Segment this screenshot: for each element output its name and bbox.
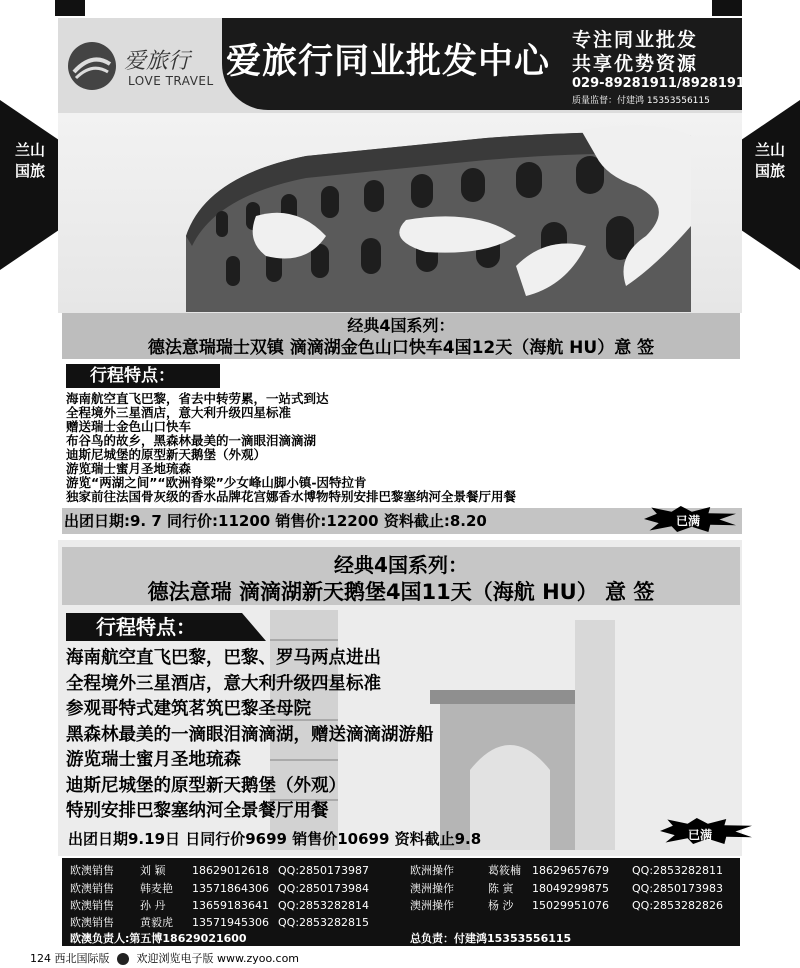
sold-out-label-1: 已满 bbox=[676, 514, 701, 528]
list-item: 游览瑞士蜜月圣地琉森 bbox=[66, 750, 241, 770]
logo-icon bbox=[68, 42, 116, 90]
clock-tower-image bbox=[575, 620, 615, 850]
contact-row: 欧澳销售 刘 颖 18629012618 QQ:2850173987 bbox=[70, 864, 370, 877]
list-item: 全程境外三星酒店，意大利升级四星标准 bbox=[66, 405, 292, 420]
page-number: 124 bbox=[30, 952, 51, 965]
list-item: 游览“两湖之间”“欧洲脊梁”少女峰山脚小镇-因特拉肯 bbox=[66, 475, 367, 490]
page-title: 爱旅行同业批发中心 bbox=[226, 42, 551, 82]
corner-mark-left bbox=[55, 0, 85, 16]
side-tab-right bbox=[740, 100, 800, 270]
arch-monument-image bbox=[430, 660, 590, 850]
section1-features-label: 行程特点： bbox=[66, 364, 220, 388]
list-item: 特别安排巴黎塞纳河全景餐厅用餐 bbox=[66, 801, 329, 821]
list-item: 海南航空直飞巴黎，巴黎、罗马两点进出 bbox=[66, 648, 381, 668]
hotline-phones: 029-89281911/89281912 bbox=[572, 76, 755, 91]
contact-row: 欧澳销售 韩麦艳 13571864306 QQ:2850173984 bbox=[70, 882, 370, 895]
slogan-line-1: 专注同业批发 bbox=[572, 29, 699, 51]
europe-australia-manager: 欧澳负责人:第五博18629021600 bbox=[70, 932, 247, 945]
section2-series: 经典4国系列： bbox=[334, 553, 468, 577]
footer-welcome: 欢迎浏览电子版 bbox=[136, 952, 214, 965]
logo-chinese: 爱旅行 bbox=[124, 49, 191, 74]
contact-row: 欧澳销售 孙 丹 13659183641 QQ:2853282814 bbox=[70, 899, 370, 912]
side-tab-left bbox=[0, 100, 60, 270]
general-manager: 总负责：付建鸿15353556115 bbox=[410, 932, 572, 945]
list-item: 赠送瑞士金色山口快车 bbox=[66, 419, 192, 434]
page-footer bbox=[30, 950, 299, 966]
list-item: 独家前往法国骨灰级的香水品牌花宫娜香水博物特别安排巴黎塞纳河全景餐厅用餐 bbox=[66, 489, 517, 504]
section2-features-list bbox=[66, 646, 434, 825]
list-item: 迪斯尼城堡的原型新天鹅堡（外观） bbox=[66, 447, 267, 462]
top-strip bbox=[0, 0, 800, 18]
section1-info-bar: 出团日期:9. 7 同行价:11200 销售价:12200 资料截止:8.20 bbox=[62, 508, 742, 534]
contact-row: 欧洲操作 葛筱楠 18629657679 QQ:2853282811 bbox=[410, 864, 724, 877]
footer-section: 西北国际版 bbox=[54, 952, 110, 965]
contact-row: 欧澳销售 黄毅虎 13571945306 QQ:2853282815 bbox=[70, 916, 370, 929]
list-item: 黑森林最美的一滴眼泪滴滴湖，赠送滴滴湖游船 bbox=[66, 724, 434, 745]
quality-supervisor: 质量监督：付建鸿 15353556115 bbox=[572, 96, 710, 106]
section2-features-label: 行程特点： bbox=[96, 615, 196, 639]
slogan-line-2: 共享优势资源 bbox=[572, 53, 699, 75]
sold-out-label-2: 已满 bbox=[688, 828, 713, 842]
footer-url[interactable]: www.zyoo.com bbox=[217, 952, 300, 965]
logo-english: LOVE TRAVEL bbox=[128, 74, 214, 88]
section2-route: 德法意瑞 滴滴湖新天鹅堡4国11天（海航 HU） 意 签 bbox=[147, 580, 655, 604]
corner-mark-right bbox=[712, 0, 742, 16]
side-tab-left-text: 兰山国旅 bbox=[14, 141, 45, 180]
list-item: 布谷鸟的故乡，黑森林最美的一滴眼泪滴滴湖 bbox=[66, 433, 317, 448]
footer-logo-icon bbox=[117, 953, 129, 965]
list-item: 海南航空直飞巴黎，省去中转劳累，一站式到达 bbox=[66, 391, 329, 406]
section2-info-bar: 出团日期9.19日 日同行价9699 销售价10699 资料截止9.8 bbox=[68, 830, 482, 848]
list-item: 游览瑞士蜜月圣地琉森 bbox=[66, 461, 192, 476]
section1-route: 德法意瑞瑞士双镇 滴滴湖金色山口快车4国12天（海航 HU）意 签 bbox=[147, 338, 655, 358]
side-tab-right-text: 兰山国旅 bbox=[754, 141, 785, 180]
contact-row: 澳洲操作 杨 沙 15029951076 QQ:2853282826 bbox=[410, 899, 724, 912]
section1-series: 经典4国系列： bbox=[347, 316, 455, 335]
list-item: 全程境外三星酒店，意大利升级四星标准 bbox=[66, 673, 381, 694]
colosseum-image bbox=[186, 116, 696, 312]
section1-features-list bbox=[66, 392, 516, 504]
list-item: 迪斯尼城堡的原型新天鹅堡（外观） bbox=[66, 775, 346, 796]
contact-row: 澳洲操作 陈 寅 18049299875 QQ:2850173983 bbox=[410, 882, 724, 895]
list-item: 参观哥特式建筑茗筑巴黎圣母院 bbox=[66, 699, 311, 719]
